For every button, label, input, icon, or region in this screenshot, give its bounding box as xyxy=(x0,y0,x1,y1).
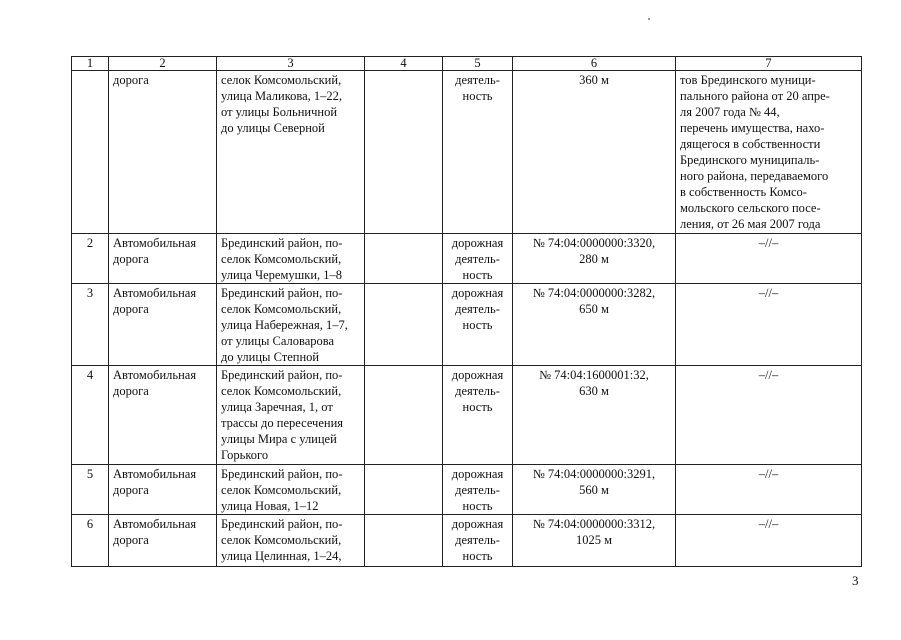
column-4-cell xyxy=(365,515,443,567)
ownership-basis-line: –//– xyxy=(758,368,779,382)
object-address-line: Брединский район, по- xyxy=(221,467,343,481)
object-address-line: селок Комсомольский, xyxy=(221,302,342,316)
ownership-basis-line: пального района от 20 апре- xyxy=(680,89,830,103)
ownership-basis-line: –//– xyxy=(758,236,779,250)
ownership-basis-line: –//– xyxy=(758,517,779,531)
activity-type-line: ность xyxy=(462,268,493,282)
activity-type-line: ность xyxy=(462,400,493,414)
column-number: 7 xyxy=(676,57,862,71)
object-address-line: селок Комсомольский, xyxy=(221,483,342,497)
activity-type-line: деятель- xyxy=(455,252,500,266)
activity-type-line: дорожная xyxy=(451,236,504,250)
row-number xyxy=(72,71,109,234)
object-address-line: селок Комсомольский, xyxy=(221,533,342,547)
cadastral-number-line: 280 м xyxy=(579,252,609,266)
ownership-basis xyxy=(676,366,862,465)
cadastral-number-line: № 74:04:0000000:3282, xyxy=(532,286,656,300)
object-address-line: улица Заречная, 1, от xyxy=(221,400,333,414)
ownership-basis xyxy=(676,465,862,515)
object-name-line: Автомобильная xyxy=(113,236,197,250)
activity-type-line: дорожная xyxy=(451,368,504,382)
table-row xyxy=(72,71,862,234)
table-row xyxy=(72,515,862,567)
object-address-line: от улицы Больничной xyxy=(221,105,338,119)
property-table xyxy=(71,56,862,567)
object-name-line: Автомобильная xyxy=(113,467,197,481)
object-address-line: от улицы Саловарова xyxy=(221,334,335,348)
object-address-line: до улицы Северной xyxy=(221,121,325,135)
activity-type xyxy=(443,366,513,465)
activity-type-line: деятель- xyxy=(455,384,500,398)
cadastral-number xyxy=(513,284,676,366)
object-name xyxy=(109,515,217,567)
cadastral-number-line: № 74:04:0000000:3312, xyxy=(532,517,656,531)
cadastral-number xyxy=(513,71,676,234)
column-4-cell xyxy=(365,366,443,465)
ownership-basis-line: Брединского муниципаль- xyxy=(680,153,820,167)
object-address-line: до улицы Степной xyxy=(221,350,320,364)
row-number: 5 xyxy=(72,465,109,515)
cadastral-number-line: 630 м xyxy=(579,384,609,398)
object-address-line: селок Комсомольский, xyxy=(221,73,342,87)
activity-type-line: ность xyxy=(462,499,493,513)
column-4-cell xyxy=(365,465,443,515)
cadastral-number-line: № 74:04:0000000:3291, xyxy=(532,467,656,481)
column-4-cell xyxy=(365,234,443,284)
object-address xyxy=(217,515,365,567)
object-name-line: дорога xyxy=(113,73,149,87)
object-address-line: улица Новая, 1–12 xyxy=(221,499,319,513)
activity-type-line: ность xyxy=(462,549,493,563)
ownership-basis-line: дящегося в собственности xyxy=(680,137,821,151)
cadastral-number-line: № 74:04:1600001:32, xyxy=(539,368,649,382)
table-row xyxy=(72,366,862,465)
cadastral-number xyxy=(513,465,676,515)
object-address-line: Брединский район, по- xyxy=(221,517,343,531)
page-number: 3 xyxy=(852,573,859,588)
object-address xyxy=(217,234,365,284)
ownership-basis-line: ления, от 26 мая 2007 года xyxy=(680,217,821,231)
table-row xyxy=(72,465,862,515)
activity-type xyxy=(443,465,513,515)
cadastral-number-line: 360 м xyxy=(579,73,609,87)
object-address-line: улица Маликова, 1–22, xyxy=(221,89,343,103)
object-address-line: улица Набережная, 1–7, xyxy=(221,318,348,332)
object-address-line: улица Целинная, 1–24, xyxy=(221,549,342,563)
object-name-line: дорога xyxy=(113,533,149,547)
object-address xyxy=(217,284,365,366)
row-number: 3 xyxy=(72,284,109,366)
object-address-line: Брединский район, по- xyxy=(221,368,343,382)
activity-type-line: ность xyxy=(462,89,493,103)
object-address-line: Горького xyxy=(221,448,269,462)
cadastral-number xyxy=(513,515,676,567)
column-number-row xyxy=(72,57,862,71)
object-address xyxy=(217,366,365,465)
activity-type-line: дорожная xyxy=(451,467,504,481)
ownership-basis-line: –//– xyxy=(758,286,779,300)
activity-type-line: дорожная xyxy=(451,286,504,300)
activity-type xyxy=(443,515,513,567)
cadastral-number xyxy=(513,234,676,284)
object-name xyxy=(109,234,217,284)
object-address xyxy=(217,465,365,515)
object-name-line: дорога xyxy=(113,483,149,497)
object-name-line: дорога xyxy=(113,302,149,316)
object-name-line: дорога xyxy=(113,252,149,266)
activity-type-line: деятель- xyxy=(455,73,500,87)
ownership-basis xyxy=(676,515,862,567)
object-address-line: селок Комсомольский, xyxy=(221,252,342,266)
table-row xyxy=(72,234,862,284)
object-address xyxy=(217,71,365,234)
ownership-basis-line: в собственность Комсо- xyxy=(680,185,807,199)
cadastral-number-line: 1025 м xyxy=(575,533,613,547)
column-number: 4 xyxy=(365,57,443,71)
ownership-basis-line: ля 2007 года № 44, xyxy=(680,105,780,119)
cadastral-number-line: 560 м xyxy=(579,483,609,497)
cadastral-number xyxy=(513,366,676,465)
object-name-line: Автомобильная xyxy=(113,517,197,531)
column-4-cell xyxy=(365,284,443,366)
column-number: 6 xyxy=(513,57,676,71)
activity-type-line: деятель- xyxy=(455,483,500,497)
activity-type-line: деятель- xyxy=(455,533,500,547)
row-number: 2 xyxy=(72,234,109,284)
object-address-line: Брединский район, по- xyxy=(221,286,343,300)
object-name-line: дорога xyxy=(113,384,149,398)
row-number: 6 xyxy=(72,515,109,567)
column-number: 1 xyxy=(72,57,109,71)
object-name xyxy=(109,465,217,515)
ownership-basis-line: мольского сельского посе- xyxy=(680,201,821,215)
object-name xyxy=(109,284,217,366)
ownership-basis-line: перечень имущества, нахо- xyxy=(680,121,825,135)
ownership-basis-line: –//– xyxy=(758,467,779,481)
ownership-basis-line: тов Брединского муници- xyxy=(680,73,816,87)
ownership-basis xyxy=(676,284,862,366)
ownership-basis-line: ного района, передаваемого xyxy=(680,169,829,183)
object-name xyxy=(109,71,217,234)
row-number: 4 xyxy=(72,366,109,465)
ownership-basis xyxy=(676,71,862,234)
column-number: 2 xyxy=(109,57,217,71)
object-address-line: селок Комсомольский, xyxy=(221,384,342,398)
object-address-line: улицы Мира с улицей xyxy=(221,432,337,446)
column-4-cell xyxy=(365,71,443,234)
activity-type-line: ность xyxy=(462,318,493,332)
activity-type-line: дорожная xyxy=(451,517,504,531)
activity-type-line: деятель- xyxy=(455,302,500,316)
cadastral-number-line: № 74:04:0000000:3320, xyxy=(532,236,656,250)
activity-type xyxy=(443,71,513,234)
object-name xyxy=(109,366,217,465)
object-address-line: Брединский район, по- xyxy=(221,236,343,250)
table-row xyxy=(72,284,862,366)
activity-type xyxy=(443,234,513,284)
object-name-line: Автомобильная xyxy=(113,286,197,300)
object-address-line: трассы до пересечения xyxy=(221,416,344,430)
object-name-line: Автомобильная xyxy=(113,368,197,382)
cadastral-number-line: 650 м xyxy=(579,302,609,316)
object-address-line: улица Черемушки, 1–8 xyxy=(221,268,343,282)
scan-speck xyxy=(648,18,650,20)
activity-type xyxy=(443,284,513,366)
ownership-basis xyxy=(676,234,862,284)
column-number: 3 xyxy=(217,57,365,71)
column-number: 5 xyxy=(443,57,513,71)
